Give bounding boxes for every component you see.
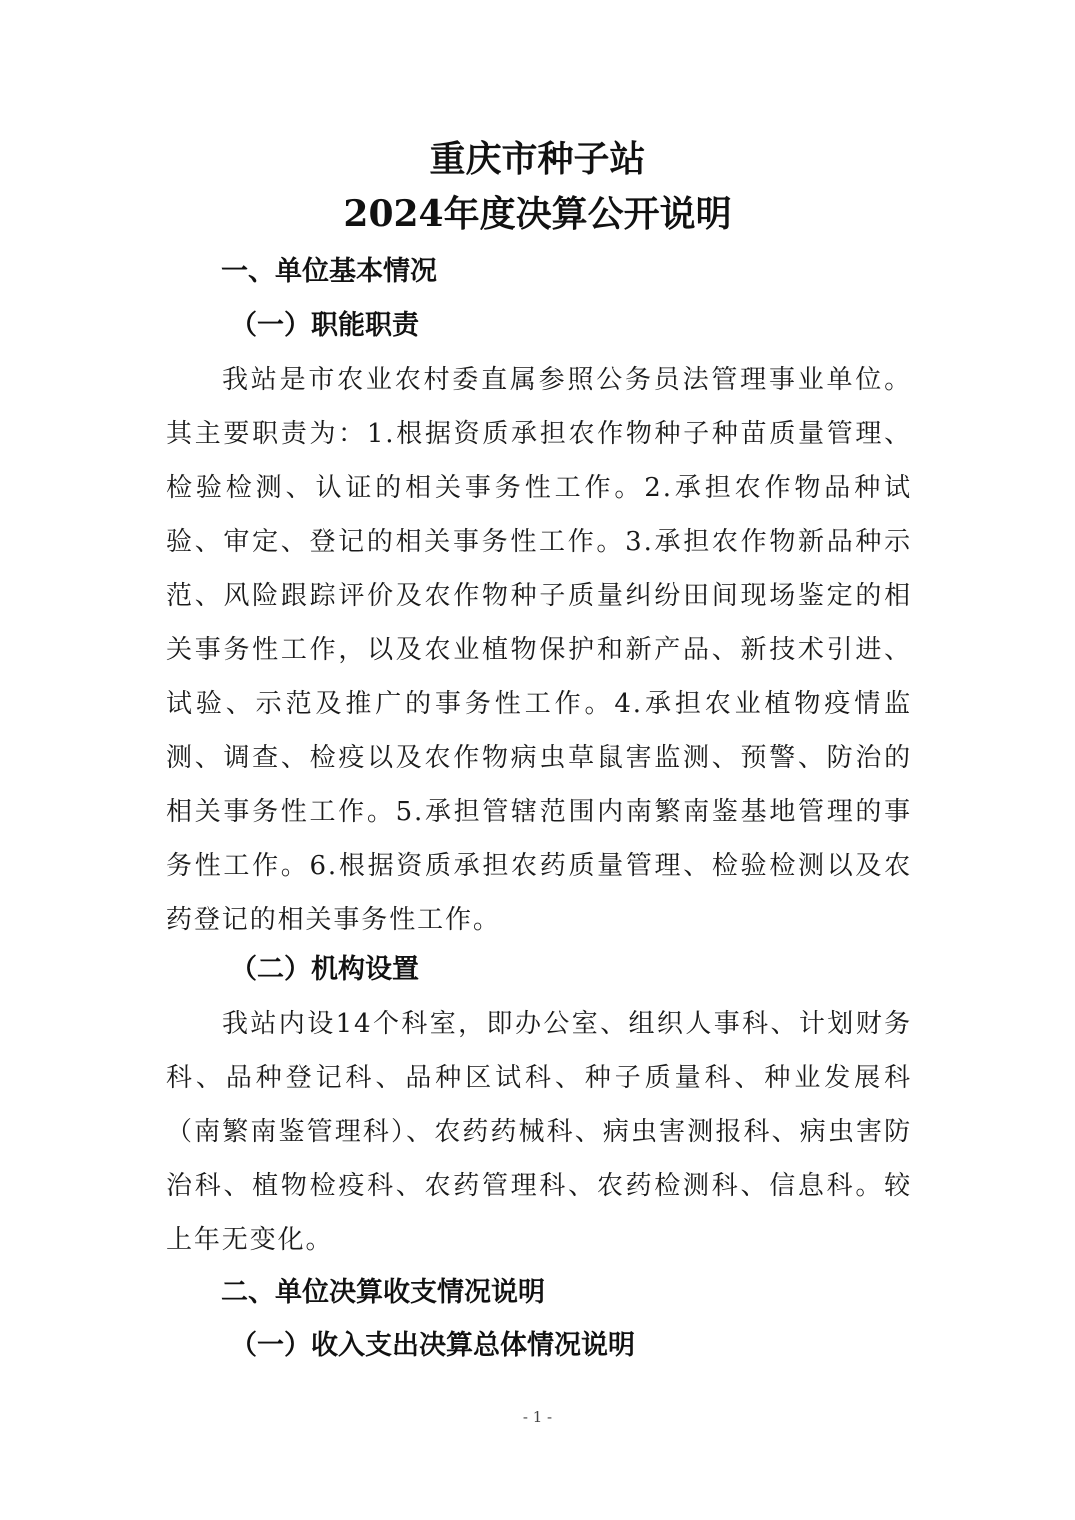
page-number: - 1 - <box>522 1408 553 1426</box>
section-heading-budget: 二、单位决算收支情况说明 <box>221 1277 545 1308</box>
paragraph-organization: 我站内设14个科室，即办公室、组织人事科、计划财务科、品种登记科、品种区试科、种子质量科、种业发展科（南繁南鉴管理科）、农药药械科、病虫害测报科、病虫害防治科、植物检疫科、农药管理科、农药检测科、信息科。较上年无变化。 <box>166 1009 912 1255</box>
document-title-line1: 重庆市种子站 <box>429 138 646 180</box>
section-heading-basic-info: 一、单位基本情况 <box>221 256 437 287</box>
paragraph-functions: 我站是市农业农村委直属参照公务员法管理事业单位。其主要职责为：1.根据资质承担农作物种子种苗质量管理、检验检测、认证的相关事务性工作。2.承担农作物品种试验、审定、登记的相关事务性工作。3.承担农作物新品种示范、风险跟踪评价及农作物种子质量纠纷田间现场鉴定的相关事务性工作，以及农业植物保护和新产品、新技术引进、试验、示范及推广的事务性工作。4.承担农业植物疫情监测、调查、检疫以及农作物病虫草鼠害监测、预警、防治的相关事务性工作。5.承担管辖范围内南繁南鉴基地管理的事务性工作。6.根据资质承担农药质量管理、检验检测以及农药登记的相关事务性工作。 <box>166 365 912 935</box>
subsection-heading-functions: （一）职能职责 <box>230 310 419 341</box>
document-title-line2: 2024年度决算公开说明 <box>343 193 732 235</box>
subsection-heading-income-expense: （一）收入支出决算总体情况说明 <box>230 1330 635 1361</box>
subsection-heading-organization: （二）机构设置 <box>230 954 419 985</box>
